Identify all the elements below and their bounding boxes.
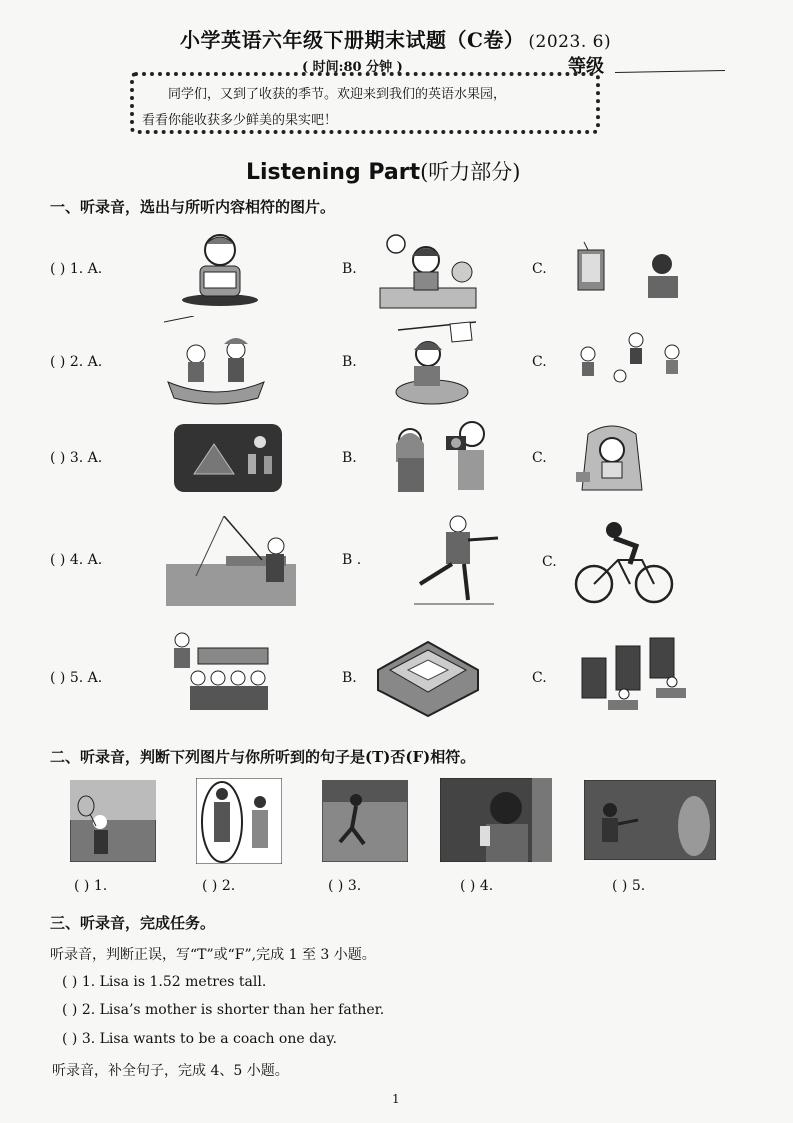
q2-option-c: C.: [532, 354, 547, 370]
tf-picture-1-badminton: [70, 780, 156, 862]
q1-label: ( ) 1. A.: [50, 261, 103, 277]
q3-option-c: C.: [532, 450, 547, 466]
part2-heading: 二、听录音，判断下列图片与你所听到的句子是(T)否(F)相符。: [50, 748, 476, 766]
ice-skating-picture: [408, 514, 502, 608]
q5-option-b: B.: [342, 670, 357, 686]
part3-item-2: ( ) 2. Lisa’s mother is shorter than her father.: [62, 1002, 385, 1018]
watching-tv-picture: [574, 240, 684, 302]
page-number: 1: [392, 1092, 400, 1106]
q5-label: ( ) 5. A.: [50, 670, 103, 686]
tf-picture-4-woman: [440, 778, 552, 862]
boy-reading-picture: [178, 228, 262, 308]
library-picture: [580, 636, 694, 718]
q3-label: ( ) 3. A.: [50, 450, 103, 466]
tf-picture-5-screen: [584, 780, 716, 860]
group-students-picture: [166, 632, 276, 724]
part3-instruction-2: 听录音，补全句子，完成 4、5 小题。: [52, 1063, 289, 1079]
grade-blank[interactable]: [615, 70, 725, 73]
stadium-picture: [372, 634, 484, 718]
time-label: ( 时间:80 分钟 ): [302, 60, 403, 75]
tf-item-4: ( ) 4.: [460, 878, 494, 894]
camping-night-picture: [174, 424, 282, 492]
q2-option-b: B.: [342, 354, 357, 370]
q1-option-b: B.: [342, 261, 357, 277]
q4-label: ( ) 4. A.: [50, 552, 103, 568]
grade-label: 等级: [568, 56, 604, 77]
washing-clothes-picture: [388, 320, 480, 406]
playing-football-picture: [574, 330, 686, 392]
part1-heading: 一、听录音，选出与所听内容相符的图片。: [50, 198, 336, 216]
exam-title: 小学英语六年级下册期末试题（C卷） (2023. 6): [180, 28, 612, 52]
exam-date: (2023. 6): [528, 32, 612, 52]
sick-girl-picture: [574, 420, 648, 494]
part3-heading: 三、听录音，完成任务。: [50, 914, 216, 932]
q5-option-c: C.: [532, 670, 547, 686]
taking-photo-picture: [386, 418, 492, 494]
q4-option-c: C.: [542, 554, 557, 570]
tf-item-3: ( ) 3.: [328, 878, 362, 894]
cycling-picture: [574, 520, 674, 606]
greeting-line-1: 同学们，又到了收获的季节。欢迎来到我们的英语水果园，: [168, 87, 507, 102]
q3-option-b: B.: [342, 450, 357, 466]
listening-part-title: Listening Part(听力部分): [246, 160, 521, 185]
boating-picture: [164, 316, 270, 408]
part3-item-3: ( ) 3. Lisa wants to be a coach one day.: [62, 1031, 337, 1047]
q4-option-b: B .: [342, 552, 362, 568]
q1-option-c: C.: [532, 261, 547, 277]
tf-item-2: ( ) 2.: [202, 878, 236, 894]
tf-item-5: ( ) 5.: [612, 878, 646, 894]
greeting-box: [130, 72, 600, 134]
girl-studying-picture: [378, 232, 478, 310]
part3-instruction-1: 听录音，判断正误，写“T”或“F”,完成 1 至 3 小题。: [50, 947, 376, 963]
part3-item-1: ( ) 1. Lisa is 1.52 metres tall.: [62, 974, 267, 990]
greeting-line-2: 看看你能收获多少鲜美的果实吧！: [142, 113, 338, 128]
tf-item-1: ( ) 1.: [74, 878, 108, 894]
q2-label: ( ) 2. A.: [50, 354, 103, 370]
fishing-picture: [166, 516, 296, 606]
tf-picture-2-two-people: [196, 778, 282, 864]
tf-picture-3-running: [322, 780, 408, 862]
